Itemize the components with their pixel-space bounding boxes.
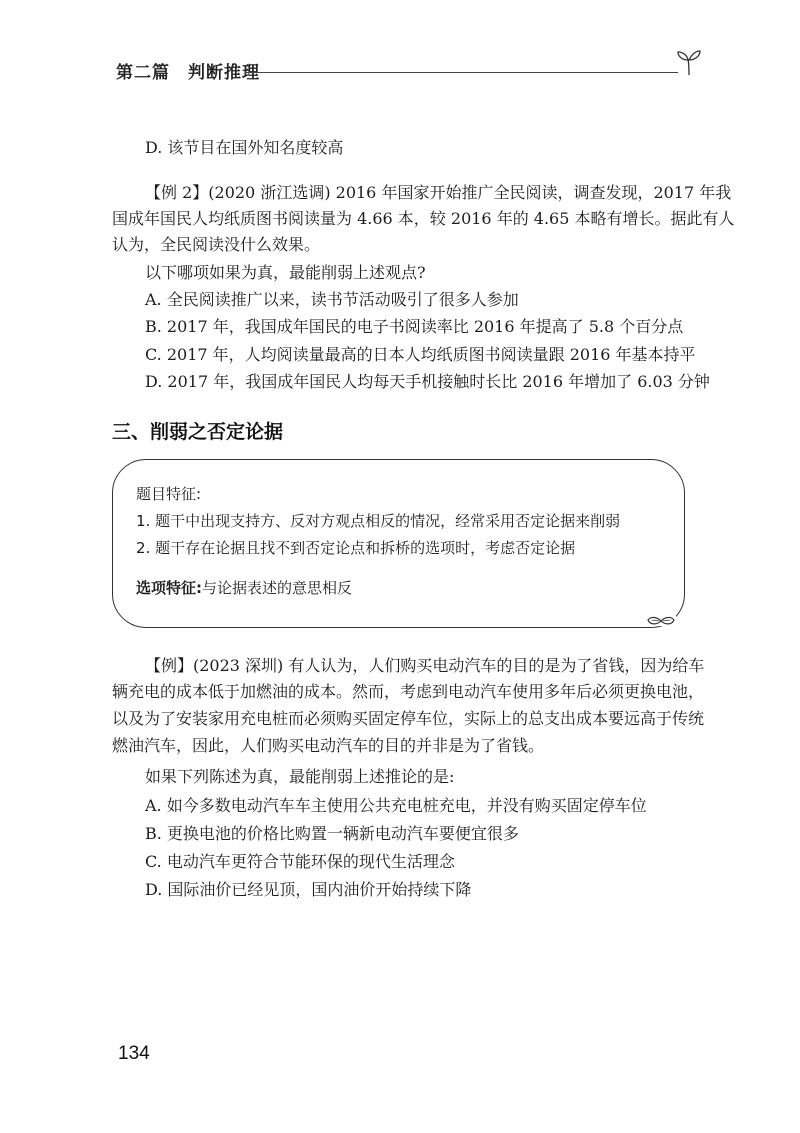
example3-line-3: 以及为了安装家用充电桩而必须购买固定停车位，实际上的总支出成本要远高于传统 [112, 709, 705, 728]
previous-option-d: D. 该节目在国外知名度较高 [145, 138, 344, 157]
example3-option-d: D. 国际油价已经见顶，国内油价开始持续下降 [145, 880, 472, 899]
example2-option-a: A. 全民阅读推广以来，读书节活动吸引了很多人参加 [145, 290, 519, 309]
example3-line-4: 燃油汽车，因此，人们购买电动汽车的目的并非是为了省钱。 [112, 736, 545, 755]
feature-heading: 题目特征: [136, 485, 202, 503]
example2-question: 以下哪项如果为真，最能削弱上述观点? [145, 263, 426, 282]
feature-item-1: 1. 题干中出现支持方、反对方观点相反的情况，经常采用否定论据来削弱 [136, 512, 621, 530]
example3-option-b: B. 更换电池的价格比购置一辆新电动汽车要便宜很多 [145, 824, 519, 843]
section-title: 三、削弱之否定论据 [112, 421, 284, 443]
chapter-header-title: 第二篇 判断推理 [116, 63, 260, 83]
example2-line-1: 【例 2】(2020 浙江选调) 2016 年国家开始推广全民阅读，调查发现，2017 年我 [145, 183, 732, 202]
example3-question: 如果下列陈述为真，最能削弱上述推论的是: [145, 767, 455, 786]
header-rule [245, 72, 678, 73]
example2-line-3: 认为，全民阅读没什么效果。 [112, 235, 321, 254]
example2-option-d: D. 2017 年，我国成年国民人均每天手机接触时长比 2016 年增加了 6.03 分钟 [145, 372, 710, 391]
page-number: 134 [118, 1043, 150, 1064]
example3-line-1: 【例】(2023 深圳) 有人认为，人们购买电动汽车的目的是为了省钱，因为给车 [145, 656, 705, 675]
example3-line-2: 辆充电的成本低于加燃油的成本。然而，考虑到电动汽车使用多年后必须更换电池， [112, 682, 705, 701]
option-feature-line [136, 578, 352, 598]
example2-option-c: C. 2017 年，人均阅读量最高的日本人均纸质图书阅读量跟 2016 年基本持平 [145, 345, 696, 364]
option-feature-label: 选项特征: [136, 579, 202, 597]
example3-option-a: A. 如今多数电动汽车车主使用公共充电桩充电，并没有购买固定停车位 [145, 796, 647, 815]
feature-item-2: 2. 题干存在论据且找不到否定论点和拆桥的选项时，考虑否定论据 [136, 539, 576, 557]
option-feature-text: 与论据表述的意思相反 [202, 579, 353, 597]
sprout-icon [676, 48, 702, 76]
example2-line-2: 国成年国民人均纸质图书阅读量为 4.66 本，较 2016 年的 4.65 本略有增长。据此有人 [112, 209, 735, 228]
leaf-ornament-icon [646, 612, 676, 626]
example2-option-b: B. 2017 年，我国成年国民的电子书阅读率比 2016 年提高了 5.8 个百分点 [145, 317, 684, 336]
example3-option-c: C. 电动汽车更符合节能环保的现代生活理念 [145, 852, 455, 871]
